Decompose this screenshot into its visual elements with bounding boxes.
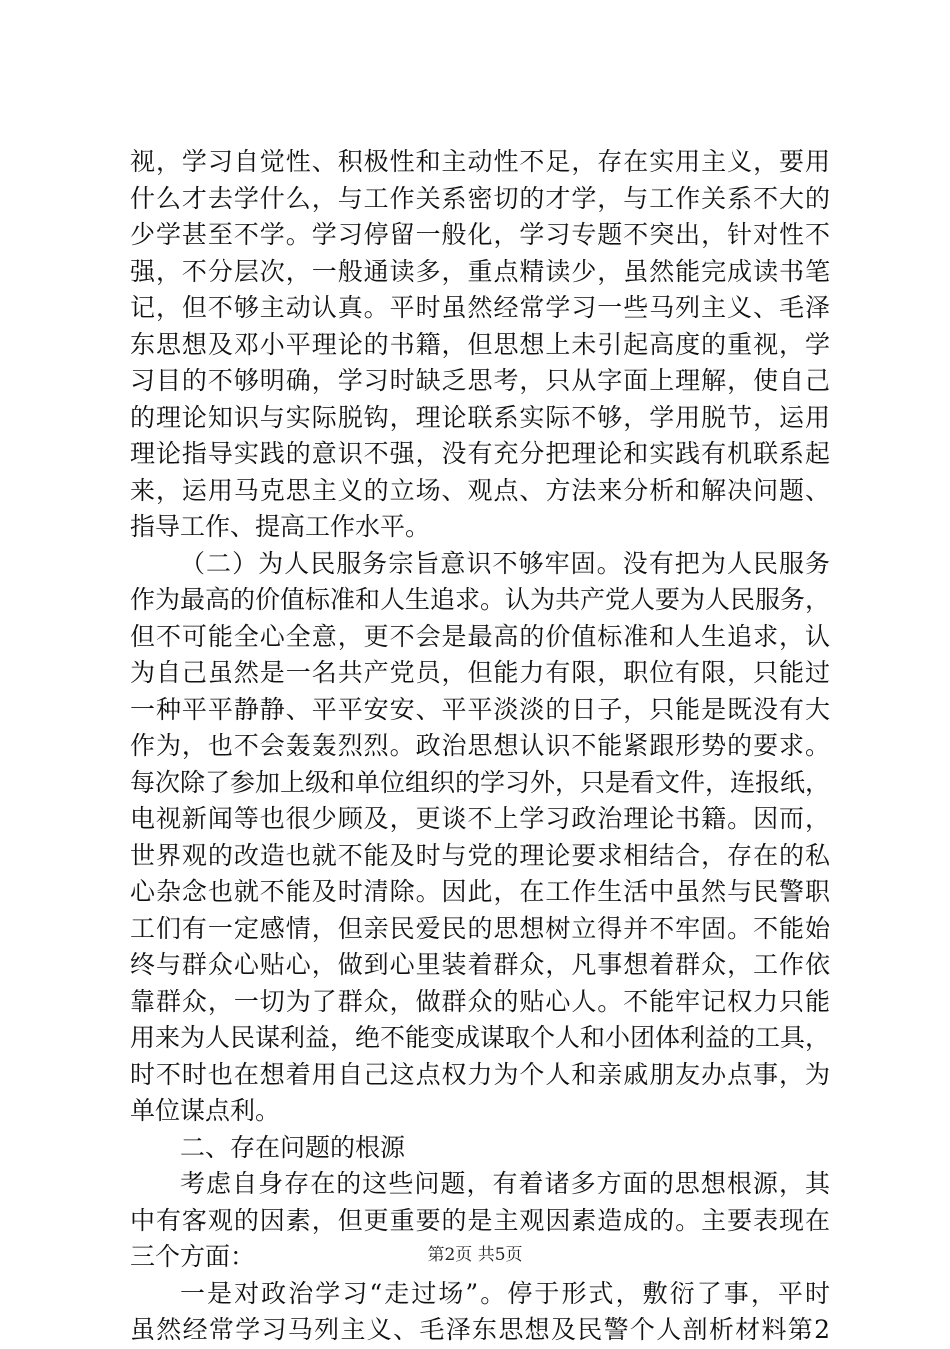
text-line: 记，但不够主动认真。平时虽然经常学习一些马列主义、毛泽 bbox=[130, 293, 830, 322]
text-line: 什么才去学什么，与工作关系密切的才学，与工作关系不大的 bbox=[130, 183, 830, 213]
text-line: 但不可能全心全意，更不会是最高的价值标准和人生追求，认 bbox=[130, 621, 830, 651]
text-line: 中有客观的因素，但更重要的是主观因素造成的。主要表现在 bbox=[130, 1205, 830, 1235]
text-line: 用来为人民谋利益，绝不能变成谋取个人和小团体利益的工具， bbox=[130, 1023, 831, 1052]
text-line: 东思想及邓小平理论的书籍，但思想上未引起高度的重视，学 bbox=[130, 329, 830, 359]
text-line: 每次除了参加上级和单位组织的学习外，只是看文件，连报纸， bbox=[130, 767, 831, 797]
text-line: 强，不分层次，一般通读多，重点精读少，虽然能完成读书笔 bbox=[130, 256, 830, 286]
text-line: 三个方面： bbox=[130, 1242, 256, 1271]
text-line: 终与群众心贴心，做到心里装着群众，凡事想着群众，工作依 bbox=[130, 950, 830, 979]
text-line: 来，运用马克思主义的立场、观点、方法来分析和解决问题、 bbox=[130, 475, 830, 505]
text-line: 一是对政治学习“走过场”。停于形式，敷衍了事，平时 bbox=[180, 1278, 830, 1308]
text-line: 少学甚至不学。学习停留一般化，学习专题不突出，针对性不 bbox=[130, 220, 830, 249]
text-line: 世界观的改造也就不能及时与党的理论要求相结合，存在的私 bbox=[130, 840, 830, 870]
text-line: 单位谋点利。 bbox=[130, 1096, 281, 1125]
text-line: 工们有一定感情，但亲民爱民的思想树立得并不牢固。不能始 bbox=[130, 913, 830, 943]
section-heading: 二、存在问题的根源 bbox=[180, 1132, 406, 1162]
text-line: 为自己虽然是一名共产党员，但能力有限，职位有限，只能过 bbox=[130, 658, 830, 687]
text-line: 心杂念也就不能及时清除。因此，在工作生活中虽然与民警职 bbox=[130, 877, 830, 906]
text-line: 电视新闻等也很少顾及，更谈不上学习政治理论书籍。因而， bbox=[130, 804, 830, 833]
text-line: 的理论知识与实际脱钩，理论联系实际不够，学用脱节，运用 bbox=[130, 402, 830, 432]
text-line: 考虑自身存在的这些问题，有着诸多方面的思想根源，其 bbox=[180, 1169, 830, 1198]
document-body bbox=[130, 144, 830, 1349]
text-line: 习目的不够明确，学习时缺乏思考，只从字面上理解，使自己 bbox=[130, 366, 830, 395]
text-line: 作为，也不会轰轰烈烈。政治思想认识不能紧跟形势的要求。 bbox=[130, 731, 830, 760]
text-line: 时不时也在想着用自己这点权力为个人和亲戚朋友办点事，为 bbox=[130, 1059, 830, 1089]
text-line: 指导工作、提高工作水平。 bbox=[130, 512, 431, 541]
text-line: 一种平平静静、平平安安、平平淡淡的日子，只能是既没有大 bbox=[130, 694, 830, 724]
text-line: 理论指导实践的意识不强，没有充分把理论和实践有机联系起 bbox=[130, 439, 830, 468]
text-line: 作为最高的价值标准和人生追求。认为共产党人要为人民服务， bbox=[130, 585, 831, 614]
text-line: 虽然经常学习马列主义、毛泽东思想及民警个人剖析材料第2 bbox=[130, 1315, 830, 1344]
page-number-footer: 第2页 共5页 bbox=[427, 1245, 523, 1265]
text-line: （二）为人民服务宗旨意识不够牢固。没有把为人民服务 bbox=[180, 548, 830, 578]
text-line: 视，学习自觉性、积极性和主动性不足，存在实用主义，要用 bbox=[130, 147, 830, 176]
text-line: 靠群众，一切为了群众，做群众的贴心人。不能牢记权力只能 bbox=[130, 986, 830, 1016]
